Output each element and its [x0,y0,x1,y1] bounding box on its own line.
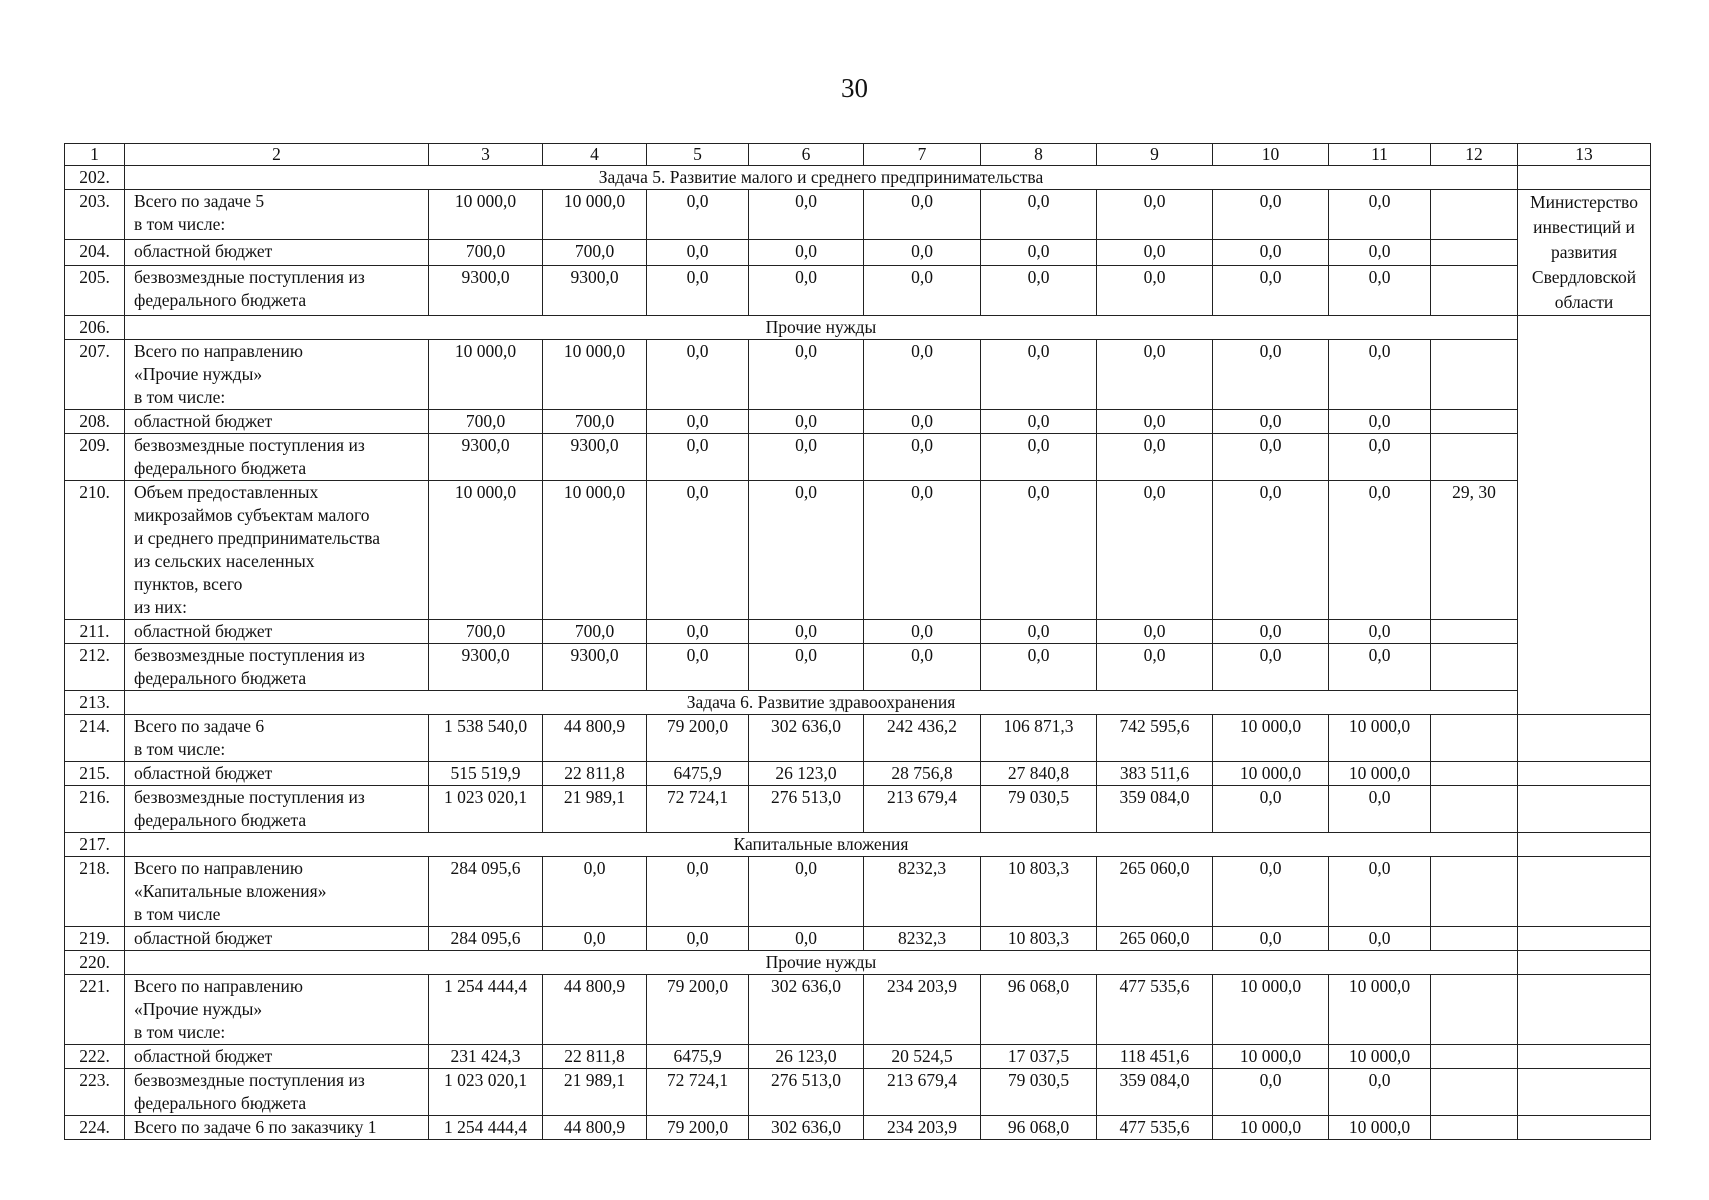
value-cell: 0,0 [864,620,981,644]
column-header: 5 [647,144,749,166]
value-cell: 106 871,3 [981,715,1097,762]
target-ref-cell [1431,190,1518,240]
value-cell: 700,0 [429,240,543,266]
value-cell: 26 123,0 [749,1045,864,1069]
page-number: 30 [841,73,868,103]
value-cell: 0,0 [864,644,981,691]
value-cell: 10 803,3 [981,927,1097,951]
value-cell: 10 000,0 [429,340,543,410]
table-row [65,715,1651,762]
value-cell: 0,0 [1329,190,1431,240]
value-cell: 72 724,1 [647,786,749,833]
value-cell: 0,0 [981,434,1097,481]
target-ref-cell [1431,857,1518,927]
value-cell: 0,0 [749,644,864,691]
table-row [65,265,1651,315]
value-cell: 96 068,0 [981,1116,1097,1140]
value-cell: 0,0 [749,265,864,315]
value-cell: 9300,0 [543,434,647,481]
responsible-cell [1518,316,1651,715]
responsible-cell [1518,1045,1651,1069]
value-cell: 0,0 [864,481,981,620]
value-cell: 0,0 [1329,927,1431,951]
table-row [65,644,1651,691]
target-ref-cell [1431,1069,1518,1116]
value-cell: 0,0 [749,434,864,481]
value-cell: 0,0 [647,190,749,240]
value-cell: 231 424,3 [429,1045,543,1069]
row-number: 204. [65,240,125,266]
value-cell: 1 023 020,1 [429,786,543,833]
value-cell: 302 636,0 [749,1116,864,1140]
value-cell: 9300,0 [429,434,543,481]
target-ref-cell: 29, 30 [1431,481,1518,620]
section-row [65,691,1651,715]
table-row [65,975,1651,1045]
value-cell: 742 595,6 [1097,715,1213,762]
value-cell: 0,0 [1097,340,1213,410]
row-number: 219. [65,927,125,951]
row-name: Всего по направлению «Прочие нужды» в том числе: [125,975,429,1045]
value-cell: 10 000,0 [1213,1116,1329,1140]
value-cell: 0,0 [647,620,749,644]
value-cell: 0,0 [1213,927,1329,951]
row-number: 202. [65,166,125,190]
value-cell: 44 800,9 [543,975,647,1045]
target-ref-cell [1431,410,1518,434]
row-number: 206. [65,316,125,340]
value-cell: 26 123,0 [749,762,864,786]
value-cell: 0,0 [1097,190,1213,240]
target-ref-cell [1431,644,1518,691]
value-cell: 8232,3 [864,927,981,951]
value-cell: 0,0 [1213,265,1329,315]
value-cell: 0,0 [864,240,981,266]
value-cell: 118 451,6 [1097,1045,1213,1069]
target-ref-cell [1431,786,1518,833]
value-cell: 700,0 [429,410,543,434]
value-cell: 0,0 [1329,857,1431,927]
responsible-cell [1518,857,1651,927]
target-ref-cell [1431,265,1518,315]
value-cell: 0,0 [647,481,749,620]
row-name: безвозмездные поступления из федерального бюджета [125,1069,429,1116]
value-cell: 79 200,0 [647,975,749,1045]
value-cell: 242 436,2 [864,715,981,762]
table-row [65,927,1651,951]
table-row [65,481,1651,620]
responsible-cell [1518,1069,1651,1116]
value-cell: 10 000,0 [543,190,647,240]
row-number: 223. [65,1069,125,1116]
value-cell: 9300,0 [543,644,647,691]
value-cell: 0,0 [1213,340,1329,410]
target-ref-cell [1431,975,1518,1045]
value-cell: 1 538 540,0 [429,715,543,762]
row-name: Всего по задаче 6 в том числе: [125,715,429,762]
value-cell: 0,0 [1329,240,1431,266]
value-cell: 0,0 [981,644,1097,691]
responsible-cell [1518,166,1651,190]
value-cell: 0,0 [1213,190,1329,240]
table-row [65,786,1651,833]
row-name: безвозмездные поступления из федерального бюджета [125,786,429,833]
responsible-cell [1518,1116,1651,1140]
value-cell: 0,0 [647,857,749,927]
row-number: 220. [65,951,125,975]
value-cell: 6475,9 [647,762,749,786]
value-cell: 0,0 [749,620,864,644]
value-cell: 234 203,9 [864,1116,981,1140]
target-ref-cell [1431,240,1518,266]
value-cell: 44 800,9 [543,715,647,762]
row-name: областной бюджет [125,410,429,434]
value-cell: 0,0 [749,410,864,434]
row-name: областной бюджет [125,240,429,266]
value-cell: 21 989,1 [543,786,647,833]
value-cell: 477 535,6 [1097,975,1213,1045]
section-title: Прочие нужды [125,951,1518,975]
responsible-cell [1518,975,1651,1045]
value-cell: 0,0 [1213,857,1329,927]
value-cell: 8232,3 [864,857,981,927]
value-cell: 0,0 [1213,786,1329,833]
value-cell: 10 000,0 [1213,762,1329,786]
section-title: Задача 6. Развитие здравоохранения [125,691,1518,715]
row-number: 211. [65,620,125,644]
table-row [65,1045,1651,1069]
value-cell: 700,0 [543,240,647,266]
table-body [65,144,1651,1140]
value-cell: 10 000,0 [1329,975,1431,1045]
responsible-cell [1518,951,1651,975]
section-title: Прочие нужды [125,316,1518,340]
responsible-cell [1518,715,1651,762]
responsible-cell [1518,762,1651,786]
column-header: 7 [864,144,981,166]
value-cell: 0,0 [647,434,749,481]
value-cell: 1 254 444,4 [429,1116,543,1140]
value-cell: 0,0 [749,240,864,266]
value-cell: 0,0 [543,857,647,927]
value-cell: 6475,9 [647,1045,749,1069]
value-cell: 0,0 [1097,240,1213,266]
value-cell: 10 000,0 [429,190,543,240]
value-cell: 383 511,6 [1097,762,1213,786]
value-cell: 265 060,0 [1097,857,1213,927]
value-cell: 10 000,0 [1213,975,1329,1045]
value-cell: 10 000,0 [543,340,647,410]
target-ref-cell [1431,927,1518,951]
value-cell: 359 084,0 [1097,1069,1213,1116]
value-cell: 0,0 [864,265,981,315]
section-row [65,316,1651,340]
column-header: 6 [749,144,864,166]
value-cell: 22 811,8 [543,762,647,786]
value-cell: 9300,0 [429,265,543,315]
row-number: 218. [65,857,125,927]
target-ref-cell [1431,434,1518,481]
value-cell: 0,0 [1329,340,1431,410]
value-cell: 302 636,0 [749,715,864,762]
row-number: 217. [65,833,125,857]
value-cell: 0,0 [1097,644,1213,691]
column-header: 10 [1213,144,1329,166]
value-cell: 0,0 [1097,410,1213,434]
value-cell: 0,0 [1213,644,1329,691]
value-cell: 10 000,0 [1329,715,1431,762]
value-cell: 284 095,6 [429,857,543,927]
value-cell: 44 800,9 [543,1116,647,1140]
responsible-cell [1518,786,1651,833]
target-ref-cell [1431,715,1518,762]
value-cell: 0,0 [1329,786,1431,833]
budget-table [64,143,1651,1140]
value-cell: 10 000,0 [543,481,647,620]
target-ref-cell [1431,1116,1518,1140]
value-cell: 0,0 [1213,1069,1329,1116]
value-cell: 79 200,0 [647,1116,749,1140]
row-name: безвозмездные поступления из федерального бюджета [125,434,429,481]
value-cell: 21 989,1 [543,1069,647,1116]
column-header: 1 [65,144,125,166]
value-cell: 0,0 [1097,620,1213,644]
row-number: 213. [65,691,125,715]
value-cell: 0,0 [1329,620,1431,644]
table-row [65,410,1651,434]
value-cell: 0,0 [749,190,864,240]
value-cell: 0,0 [864,340,981,410]
target-ref-cell [1431,340,1518,410]
column-header: 11 [1329,144,1431,166]
row-number: 210. [65,481,125,620]
value-cell: 9300,0 [543,265,647,315]
value-cell: 234 203,9 [864,975,981,1045]
table-row [65,1069,1651,1116]
value-cell: 0,0 [1329,1069,1431,1116]
value-cell: 10 000,0 [1329,1116,1431,1140]
value-cell: 28 756,8 [864,762,981,786]
value-cell: 79 030,5 [981,786,1097,833]
value-cell: 0,0 [1097,434,1213,481]
value-cell: 0,0 [647,240,749,266]
table-row [65,1116,1651,1140]
value-cell: 9300,0 [429,644,543,691]
value-cell: 477 535,6 [1097,1116,1213,1140]
value-cell: 1 254 444,4 [429,975,543,1045]
row-number: 221. [65,975,125,1045]
value-cell: 302 636,0 [749,975,864,1045]
column-header: 4 [543,144,647,166]
value-cell: 27 840,8 [981,762,1097,786]
row-number: 212. [65,644,125,691]
table-row [65,434,1651,481]
value-cell: 20 524,5 [864,1045,981,1069]
value-cell: 0,0 [1213,620,1329,644]
value-cell: 96 068,0 [981,975,1097,1045]
responsible-organization: Министерство инвестиций и развития Свердловской области [1518,190,1651,316]
value-cell: 276 513,0 [749,786,864,833]
value-cell: 700,0 [429,620,543,644]
section-row [65,166,1651,190]
row-number: 205. [65,265,125,315]
value-cell: 0,0 [1097,265,1213,315]
row-number: 216. [65,786,125,833]
value-cell: 0,0 [1097,481,1213,620]
value-cell: 0,0 [981,240,1097,266]
value-cell: 10 000,0 [1329,762,1431,786]
value-cell: 700,0 [543,410,647,434]
value-cell: 0,0 [1213,240,1329,266]
value-cell: 1 023 020,1 [429,1069,543,1116]
value-cell: 0,0 [749,857,864,927]
value-cell: 276 513,0 [749,1069,864,1116]
row-name: безвозмездные поступления из федерального бюджета [125,644,429,691]
column-header: 13 [1518,144,1651,166]
value-cell: 0,0 [749,927,864,951]
value-cell: 0,0 [647,927,749,951]
row-number: 222. [65,1045,125,1069]
value-cell: 22 811,8 [543,1045,647,1069]
value-cell: 213 679,4 [864,786,981,833]
row-name: Объем предоставленных микрозаймов субъектам малого и среднего предпринимательства из сельских населенных пунктов, всего из них: [125,481,429,620]
value-cell: 79 030,5 [981,1069,1097,1116]
value-cell: 213 679,4 [864,1069,981,1116]
value-cell: 0,0 [864,410,981,434]
column-header: 12 [1431,144,1518,166]
value-cell: 79 200,0 [647,715,749,762]
value-cell: 0,0 [749,340,864,410]
table-row [65,857,1651,927]
section-row [65,833,1651,857]
value-cell: 0,0 [981,481,1097,620]
value-cell: 0,0 [981,410,1097,434]
row-name: областной бюджет [125,762,429,786]
value-cell: 0,0 [1329,644,1431,691]
row-number: 215. [65,762,125,786]
table-row [65,762,1651,786]
table-row [65,240,1651,266]
row-number: 203. [65,190,125,240]
value-cell: 0,0 [981,265,1097,315]
value-cell: 0,0 [1329,434,1431,481]
value-cell: 0,0 [749,481,864,620]
section-title: Задача 5. Развитие малого и среднего предпринимательства [125,166,1518,190]
table-row [65,190,1651,240]
value-cell: 0,0 [864,190,981,240]
row-name: областной бюджет [125,620,429,644]
row-number: 208. [65,410,125,434]
responsible-cell [1518,833,1651,857]
value-cell: 0,0 [981,620,1097,644]
row-number: 207. [65,340,125,410]
row-number: 224. [65,1116,125,1140]
value-cell: 515 519,9 [429,762,543,786]
value-cell: 10 803,3 [981,857,1097,927]
row-number: 214. [65,715,125,762]
column-header: 8 [981,144,1097,166]
column-header-row [65,144,1651,166]
value-cell: 0,0 [1213,481,1329,620]
value-cell: 0,0 [1213,410,1329,434]
section-row [65,951,1651,975]
column-header: 3 [429,144,543,166]
value-cell: 0,0 [647,340,749,410]
target-ref-cell [1431,762,1518,786]
target-ref-cell [1431,1045,1518,1069]
value-cell: 10 000,0 [429,481,543,620]
value-cell: 10 000,0 [1329,1045,1431,1069]
value-cell: 0,0 [981,340,1097,410]
value-cell: 0,0 [1329,265,1431,315]
value-cell: 265 060,0 [1097,927,1213,951]
value-cell: 0,0 [647,410,749,434]
row-name: Всего по задаче 6 по заказчику 1 [125,1116,429,1140]
row-name: безвозмездные поступления из федерального бюджета [125,265,429,315]
value-cell: 0,0 [647,644,749,691]
value-cell: 0,0 [543,927,647,951]
value-cell: 0,0 [647,265,749,315]
value-cell: 0,0 [1329,410,1431,434]
value-cell: 0,0 [1213,434,1329,481]
value-cell: 359 084,0 [1097,786,1213,833]
table-row [65,620,1651,644]
value-cell: 0,0 [981,190,1097,240]
column-header: 2 [125,144,429,166]
value-cell: 284 095,6 [429,927,543,951]
section-title: Капитальные вложения [125,833,1518,857]
row-name: Всего по направлению «Капитальные вложения» в том числе [125,857,429,927]
table-row [65,340,1651,410]
value-cell: 17 037,5 [981,1045,1097,1069]
row-name: Всего по направлению «Прочие нужды» в том числе: [125,340,429,410]
value-cell: 0,0 [1329,481,1431,620]
value-cell: 700,0 [543,620,647,644]
row-name: Всего по задаче 5 в том числе: [125,190,429,240]
column-header: 9 [1097,144,1213,166]
value-cell: 10 000,0 [1213,1045,1329,1069]
row-name: областной бюджет [125,927,429,951]
responsible-cell [1518,927,1651,951]
value-cell: 10 000,0 [1213,715,1329,762]
value-cell: 0,0 [864,434,981,481]
row-name: областной бюджет [125,1045,429,1069]
row-number: 209. [65,434,125,481]
target-ref-cell [1431,620,1518,644]
value-cell: 72 724,1 [647,1069,749,1116]
